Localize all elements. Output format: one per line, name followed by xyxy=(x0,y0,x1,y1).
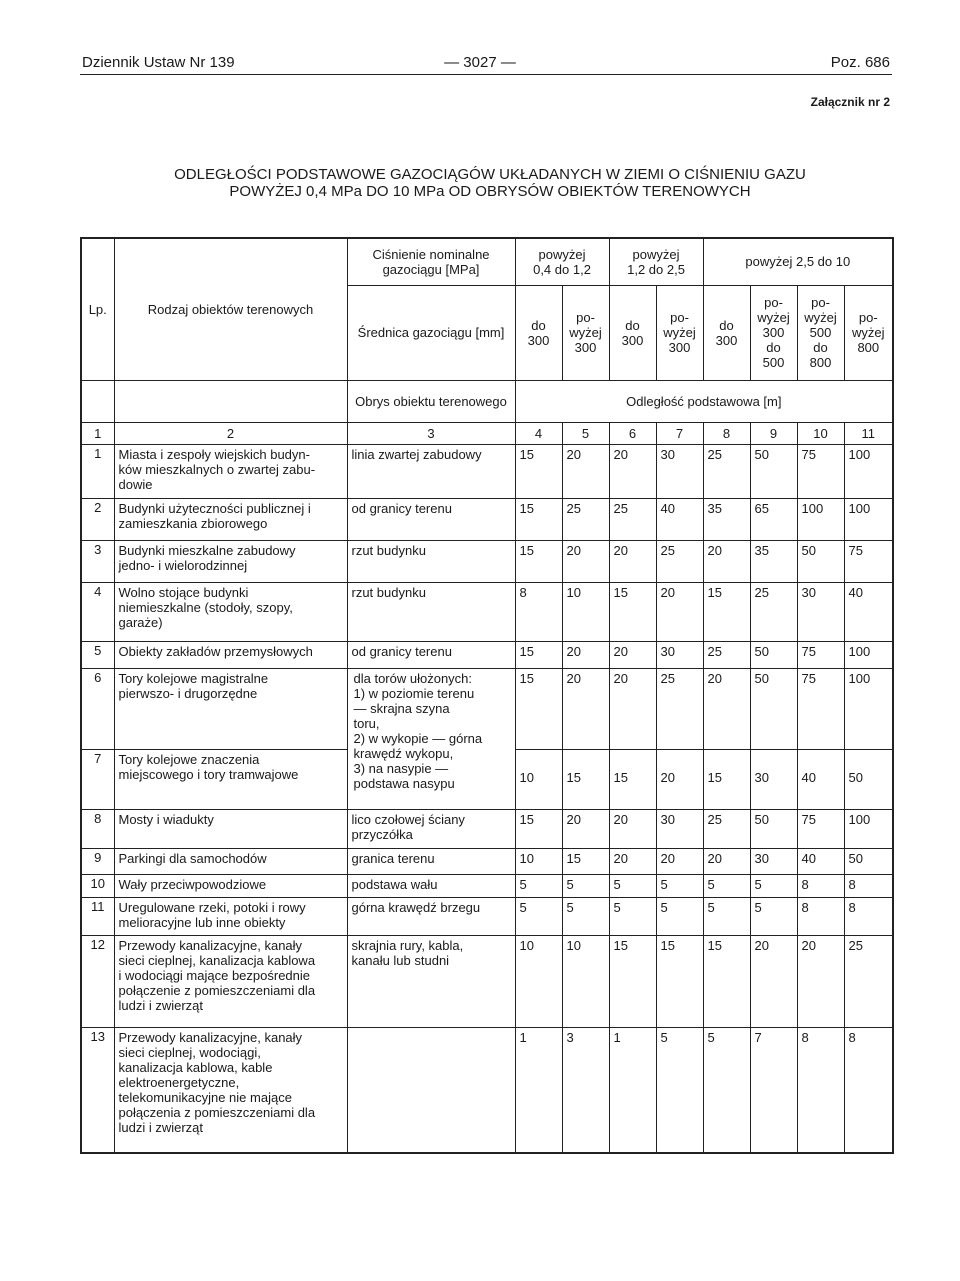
table-row xyxy=(81,582,893,641)
distance-value: 25 xyxy=(656,540,703,582)
distance-value: 20 xyxy=(609,444,656,498)
outline-rails: dla torów ułożonych: 1) w poziomie terenu — skrajna szyna toru, 2) w wykopie — górna krawędź wykopu, 3) na nasypie — podstawa nasypu xyxy=(347,668,515,809)
row-number: 6 xyxy=(81,668,114,749)
document-title xyxy=(0,166,960,200)
table-row xyxy=(81,874,893,897)
table-row xyxy=(81,897,893,935)
distance-value: 5 xyxy=(609,897,656,935)
diameter-col-6: do 300 xyxy=(609,285,656,380)
distance-value: 5 xyxy=(515,874,562,897)
annex-label: Załącznik nr 2 xyxy=(810,95,890,109)
distance-value: 15 xyxy=(703,749,750,809)
distance-value: 10 xyxy=(562,935,609,1027)
distance-value: 40 xyxy=(797,749,844,809)
distance-value: 3 xyxy=(562,1027,609,1153)
table-row xyxy=(81,540,893,582)
distance-value: 50 xyxy=(844,848,893,874)
object-outline: górna krawędź brzegu xyxy=(347,897,515,935)
distance-value: 75 xyxy=(797,641,844,668)
distance-value: 20 xyxy=(609,848,656,874)
table-row xyxy=(81,809,893,848)
object-outline: skrajnia rury, kabla, kanału lub studni xyxy=(347,935,515,1027)
position-number: Poz. 686 xyxy=(830,54,890,71)
distance-value: 75 xyxy=(844,540,893,582)
column-number: 2 xyxy=(114,422,347,444)
distance-value: 20 xyxy=(562,809,609,848)
object-type: Mosty i wiadukty xyxy=(114,809,347,848)
distance-value: 35 xyxy=(750,540,797,582)
column-number: 1 xyxy=(81,422,114,444)
distance-value: 25 xyxy=(562,498,609,540)
distance-value: 8 xyxy=(515,582,562,641)
object-outline: od granicy terenu xyxy=(347,641,515,668)
distance-value: 30 xyxy=(656,444,703,498)
object-outline: rzut budynku xyxy=(347,540,515,582)
distance-value: 10 xyxy=(515,848,562,874)
table-body xyxy=(81,444,893,1153)
distance-value: 40 xyxy=(844,582,893,641)
distance-value: 1 xyxy=(515,1027,562,1153)
table-row xyxy=(81,444,893,498)
pressure-group-3: powyżej 2,5 do 10 xyxy=(703,238,893,285)
object-outline: rzut budynku xyxy=(347,582,515,641)
distance-value: 5 xyxy=(703,897,750,935)
diameter-col-11: po- wyżej 800 xyxy=(844,285,893,380)
distance-value: 100 xyxy=(844,809,893,848)
object-type: Obiekty zakładów przemysłowych xyxy=(114,641,347,668)
row-number: 12 xyxy=(81,935,114,1027)
table-row xyxy=(81,935,893,1027)
distance-value: 10 xyxy=(515,935,562,1027)
object-outline: granica terenu xyxy=(347,848,515,874)
row-number: 13 xyxy=(81,1027,114,1153)
object-type: Budynki mieszkalne zabudowy jedno- i wielorodzinnej xyxy=(114,540,347,582)
distance-value: 15 xyxy=(703,935,750,1027)
distance-value: 8 xyxy=(844,897,893,935)
distance-value: 15 xyxy=(609,749,656,809)
distance-table xyxy=(80,237,894,1154)
journal-name: Dziennik Ustaw Nr 139 xyxy=(82,54,235,71)
object-type: Tory kolejowe magistralne pierwszo- i drugorzędne xyxy=(114,668,347,749)
object-type: Przewody kanalizacyjne, kanały sieci cieplnej, kanalizacja kablowa i wodociągi mające bezpośrednie połączenie z pomieszczeniami dla ludzi i zwierząt xyxy=(114,935,347,1027)
distance-value: 15 xyxy=(515,641,562,668)
column-number: 9 xyxy=(750,422,797,444)
diameter-col-10: po- wyżej 500 do 800 xyxy=(797,285,844,380)
header-rule xyxy=(80,74,892,75)
column-number: 6 xyxy=(609,422,656,444)
object-type: Wały przeciwpowodziowe xyxy=(114,874,347,897)
distance-value: 15 xyxy=(609,935,656,1027)
row-number: 10 xyxy=(81,874,114,897)
distance-value: 15 xyxy=(515,809,562,848)
column-number: 7 xyxy=(656,422,703,444)
pressure-header: Ciśnienie nominalne gazociągu [MPa] xyxy=(347,238,515,285)
table-row xyxy=(81,848,893,874)
distance-value: 20 xyxy=(703,540,750,582)
column-number: 5 xyxy=(562,422,609,444)
object-outline: lico czołowej ściany przyczółka xyxy=(347,809,515,848)
distance-value: 5 xyxy=(703,1027,750,1153)
object-type: Tory kolejowe znaczenia miejscowego i tory tramwajowe xyxy=(114,749,347,809)
distance-value: 10 xyxy=(562,582,609,641)
object-outline: od granicy terenu xyxy=(347,498,515,540)
distance-value: 30 xyxy=(656,809,703,848)
row-number: 7 xyxy=(81,749,114,809)
distance-value: 5 xyxy=(562,897,609,935)
column-number: 11 xyxy=(844,422,893,444)
row-number: 9 xyxy=(81,848,114,874)
object-type: Parkingi dla samochodów xyxy=(114,848,347,874)
distance-value: 20 xyxy=(562,444,609,498)
object-type: Uregulowane rzeki, potoki i rowy melioracyjne lub inne obiekty xyxy=(114,897,347,935)
distance-value: 30 xyxy=(750,848,797,874)
lp-header: Lp. xyxy=(81,238,114,380)
distance-value: 20 xyxy=(656,749,703,809)
distance-value: 50 xyxy=(750,444,797,498)
distance-value: 15 xyxy=(703,582,750,641)
distance-value: 5 xyxy=(750,897,797,935)
column-number-row xyxy=(81,422,893,444)
row-number: 8 xyxy=(81,809,114,848)
diameter-col-5: po- wyżej 300 xyxy=(562,285,609,380)
distance-value: 5 xyxy=(515,897,562,935)
row-number: 1 xyxy=(81,444,114,498)
distance-value: 8 xyxy=(797,874,844,897)
distance-value: 10 xyxy=(515,749,562,809)
object-type: Budynki użyteczności publicznej i zamieszkania zbiorowego xyxy=(114,498,347,540)
distance-value: 50 xyxy=(750,668,797,749)
distance-value: 100 xyxy=(844,641,893,668)
distance-value: 8 xyxy=(797,1027,844,1153)
distance-value: 1 xyxy=(609,1027,656,1153)
object-type: Przewody kanalizacyjne, kanały sieci cieplnej, wodociągi, kanalizacja kablowa, kable elektroenergetyczne, telekomunikacyjne nie mające połączenia z pomieszczeniami dla ludzi i zwierząt xyxy=(114,1027,347,1153)
distance-value: 20 xyxy=(609,641,656,668)
diameter-header: Średnica gazociągu [mm] xyxy=(347,285,515,380)
distance-value: 5 xyxy=(656,874,703,897)
title-line-1: ODLEGŁOŚCI PODSTAWOWE GAZOCIĄGÓW UKŁADANYCH W ZIEMI O CIŚNIENIU GAZU xyxy=(174,166,806,183)
distance-value: 8 xyxy=(844,1027,893,1153)
distance-value: 5 xyxy=(562,874,609,897)
distance-value: 8 xyxy=(797,897,844,935)
object-outline: podstawa wału xyxy=(347,874,515,897)
distance-value: 8 xyxy=(844,874,893,897)
object-type-header: Rodzaj obiektów terenowych xyxy=(114,238,347,380)
distance-value: 40 xyxy=(797,848,844,874)
distance-value: 15 xyxy=(515,668,562,749)
distance-value: 20 xyxy=(656,848,703,874)
distance-value: 30 xyxy=(750,749,797,809)
page-number: — 3027 — xyxy=(444,54,516,71)
distance-value: 30 xyxy=(656,641,703,668)
distance-value: 20 xyxy=(562,540,609,582)
distance-header: Odległość podstawowa [m] xyxy=(515,380,893,422)
distance-value: 65 xyxy=(750,498,797,540)
diameter-col-7: po- wyżej 300 xyxy=(656,285,703,380)
column-number: 10 xyxy=(797,422,844,444)
distance-value: 7 xyxy=(750,1027,797,1153)
distance-value: 15 xyxy=(515,444,562,498)
table-row xyxy=(81,668,893,749)
row-number: 2 xyxy=(81,498,114,540)
distance-value: 20 xyxy=(562,641,609,668)
distance-value: 25 xyxy=(703,809,750,848)
distance-value: 15 xyxy=(515,540,562,582)
row-number: 11 xyxy=(81,897,114,935)
distance-value: 20 xyxy=(750,935,797,1027)
distance-value: 25 xyxy=(609,498,656,540)
distance-value: 100 xyxy=(844,668,893,749)
distance-value: 20 xyxy=(562,668,609,749)
object-type: Miasta i zespoły wiejskich budyn- ków mieszkalnych o zwartej zabu- dowie xyxy=(114,444,347,498)
distance-value: 5 xyxy=(703,874,750,897)
distance-value: 20 xyxy=(609,809,656,848)
pressure-group-2: powyżej 1,2 do 2,5 xyxy=(609,238,703,285)
distance-value: 25 xyxy=(703,641,750,668)
distance-value: 5 xyxy=(656,1027,703,1153)
object-outline xyxy=(347,1027,515,1153)
pressure-group-1: powyżej 0,4 do 1,2 xyxy=(515,238,609,285)
outline-header: Obrys obiektu terenowego xyxy=(347,380,515,422)
distance-value: 25 xyxy=(750,582,797,641)
distance-value: 5 xyxy=(750,874,797,897)
table-row xyxy=(81,1027,893,1153)
distance-value: 75 xyxy=(797,444,844,498)
distance-value: 35 xyxy=(703,498,750,540)
distance-value: 30 xyxy=(797,582,844,641)
distance-value: 40 xyxy=(656,498,703,540)
distance-value: 100 xyxy=(797,498,844,540)
column-number: 8 xyxy=(703,422,750,444)
row-number: 5 xyxy=(81,641,114,668)
diameter-col-9: po- wyżej 300 do 500 xyxy=(750,285,797,380)
distance-value: 100 xyxy=(844,498,893,540)
table-row xyxy=(81,498,893,540)
distance-value: 20 xyxy=(609,668,656,749)
distance-value: 75 xyxy=(797,809,844,848)
diameter-col-4: do 300 xyxy=(515,285,562,380)
distance-value: 15 xyxy=(562,749,609,809)
distance-value: 20 xyxy=(656,582,703,641)
distance-value: 5 xyxy=(656,897,703,935)
diameter-col-8: do 300 xyxy=(703,285,750,380)
distance-value: 20 xyxy=(609,540,656,582)
distance-value: 100 xyxy=(844,444,893,498)
column-number: 3 xyxy=(347,422,515,444)
table-row xyxy=(81,641,893,668)
distance-value: 25 xyxy=(656,668,703,749)
distance-value: 50 xyxy=(844,749,893,809)
object-outline: linia zwartej zabudowy xyxy=(347,444,515,498)
distance-value: 25 xyxy=(844,935,893,1027)
title-line-2: POWYŻEJ 0,4 MPa DO 10 MPa OD OBRYSÓW OBIEKTÓW TERENOWYCH xyxy=(229,183,751,200)
distance-value: 15 xyxy=(656,935,703,1027)
distance-value: 20 xyxy=(703,668,750,749)
distance-value: 50 xyxy=(797,540,844,582)
distance-value: 75 xyxy=(797,668,844,749)
object-type: Wolno stojące budynki niemieszkalne (stodoły, szopy, garaże) xyxy=(114,582,347,641)
distance-value: 15 xyxy=(562,848,609,874)
distance-value: 25 xyxy=(703,444,750,498)
distance-value: 20 xyxy=(797,935,844,1027)
row-number: 4 xyxy=(81,582,114,641)
row-number: 3 xyxy=(81,540,114,582)
distance-value: 20 xyxy=(703,848,750,874)
distance-value: 15 xyxy=(515,498,562,540)
distance-value: 50 xyxy=(750,641,797,668)
distance-value: 15 xyxy=(609,582,656,641)
column-number: 4 xyxy=(515,422,562,444)
distance-value: 5 xyxy=(609,874,656,897)
distance-value: 50 xyxy=(750,809,797,848)
